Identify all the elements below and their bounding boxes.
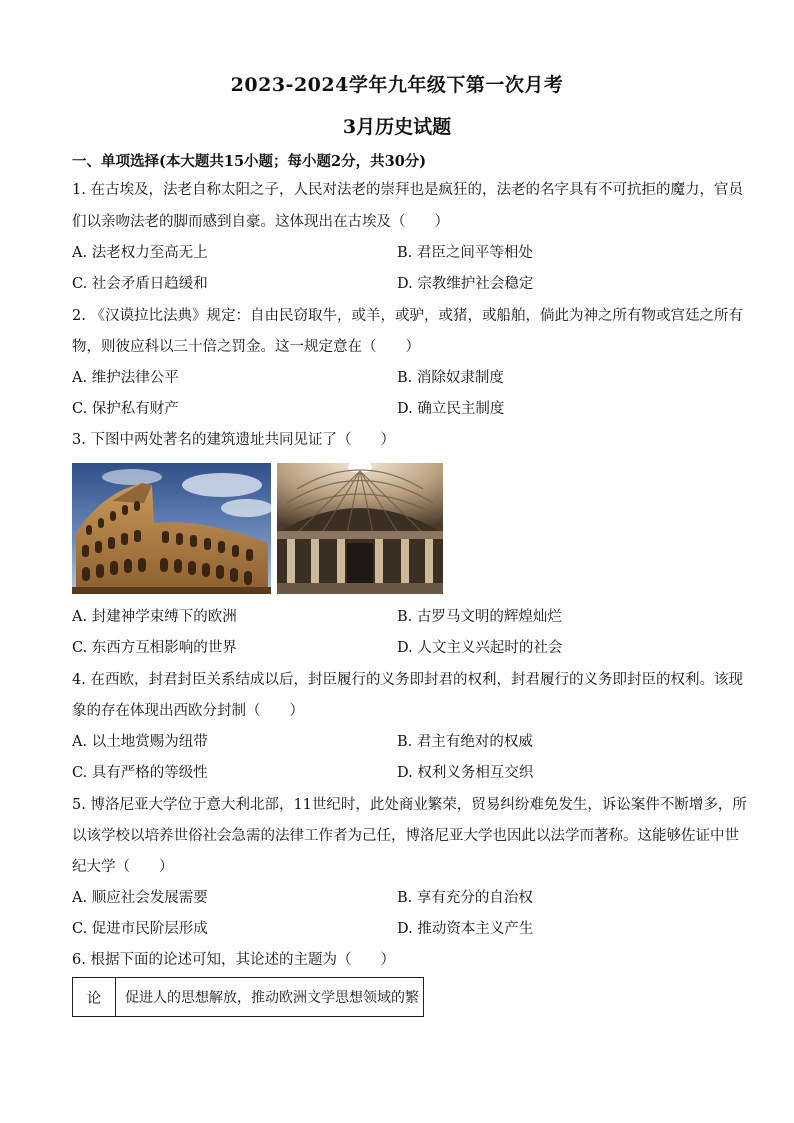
question-6-stem: 6. 根据下面的论述可知，其论述的主题为（ ） xyxy=(72,952,395,968)
exam-title: 2023-2024学年九年级下第一次月考 xyxy=(230,74,564,96)
question-1-stem-line-1: 1. 在古埃及，法老自称太阳之子，人民对法老的崇拜也是疯狂的，法老的名字具有不可抗拒的魔力，官员 xyxy=(72,182,743,198)
table-label-cell: 论 xyxy=(73,978,116,1016)
section-heading: 一、单项选择(本大题共15小题；每小题2分，共30分) xyxy=(72,153,427,170)
colosseum-photo xyxy=(72,463,271,594)
question-3-option-b: B. 古罗马文明的辉煌灿烂 xyxy=(397,609,562,625)
question-4-option-c: C. 具有严格的等级性 xyxy=(72,765,208,781)
question-1-stem-line-2: 们以亲吻法老的脚而感到自豪。这体现出在古埃及（ ） xyxy=(72,214,449,230)
argument-table xyxy=(72,977,424,1017)
question-3-option-d: D. 人文主义兴起时的社会 xyxy=(397,640,563,656)
question-5-stem-line-3: 纪大学（ ） xyxy=(72,859,174,875)
question-4-option-b: B. 君主有绝对的权威 xyxy=(397,734,533,750)
question-3-stem: 3. 下图中两处著名的建筑遗址共同见证了（ ） xyxy=(72,432,395,448)
question-2-option-c: C. 保护私有财产 xyxy=(72,401,179,417)
question-4-stem-line-2: 象的存在体现出西欧分封制（ ） xyxy=(72,703,304,719)
exam-subtitle: 3月历史试题 xyxy=(342,116,452,138)
question-5-stem-line-2: 以该学校以培养世俗社会急需的法律工作者为己任，博洛尼亚大学也因此以法学而著称。这能够佐证中世 xyxy=(72,828,739,844)
question-1-option-c: C. 社会矛盾日趋缓和 xyxy=(72,276,208,292)
question-2-stem-line-1: 2. 《汉谟拉比法典》规定：自由民窃取牛，或羊，或驴，或猪，或船舶，倘此为神之所有物或宫廷之所有 xyxy=(72,308,743,324)
question-5-option-a: A. 顺应社会发展需要 xyxy=(72,890,208,906)
question-4-option-a: A. 以土地赏赐为纽带 xyxy=(72,734,208,750)
question-1-option-b: B. 君臣之间平等相处 xyxy=(397,245,533,261)
question-1-option-a: A. 法老权力至高无上 xyxy=(72,245,208,261)
question-5-option-d: D. 推动资本主义产生 xyxy=(397,921,534,937)
question-5-stem-line-1: 5. 博洛尼亚大学位于意大利北部，11世纪时，此处商业繁荣，贸易纠纷难免发生，诉讼案件不断增多，所 xyxy=(72,797,747,813)
question-1-option-d: D. 宗教维护社会稳定 xyxy=(397,276,534,292)
question-2-stem-line-2: 物，则彼应科以三十倍之罚金。这一规定意在（ ） xyxy=(72,339,420,355)
table-content-cell: 促进人的思想解放，推动欧洲文学思想领域的繁 xyxy=(125,990,419,1006)
question-2-option-d: D. 确立民主制度 xyxy=(397,401,505,417)
question-3-option-c: C. 东西方互相影响的世界 xyxy=(72,640,237,656)
question-5-option-b: B. 享有充分的自治权 xyxy=(397,890,533,906)
question-2-option-b: B. 消除奴隶制度 xyxy=(397,370,504,386)
question-5-option-c: C. 促进市民阶层形成 xyxy=(72,921,208,937)
question-2-option-a: A. 维护法律公平 xyxy=(72,370,179,386)
question-4-stem-line-1: 4. 在西欧，封君封臣关系结成以后，封臣履行的义务即封君的权利，封君履行的义务即封臣的权利。该现 xyxy=(72,672,743,688)
question-4-option-d: D. 权利义务相互交织 xyxy=(397,765,534,781)
pantheon-interior-photo xyxy=(277,463,443,594)
question-3-option-a: A. 封建神学束缚下的欧洲 xyxy=(72,609,237,625)
